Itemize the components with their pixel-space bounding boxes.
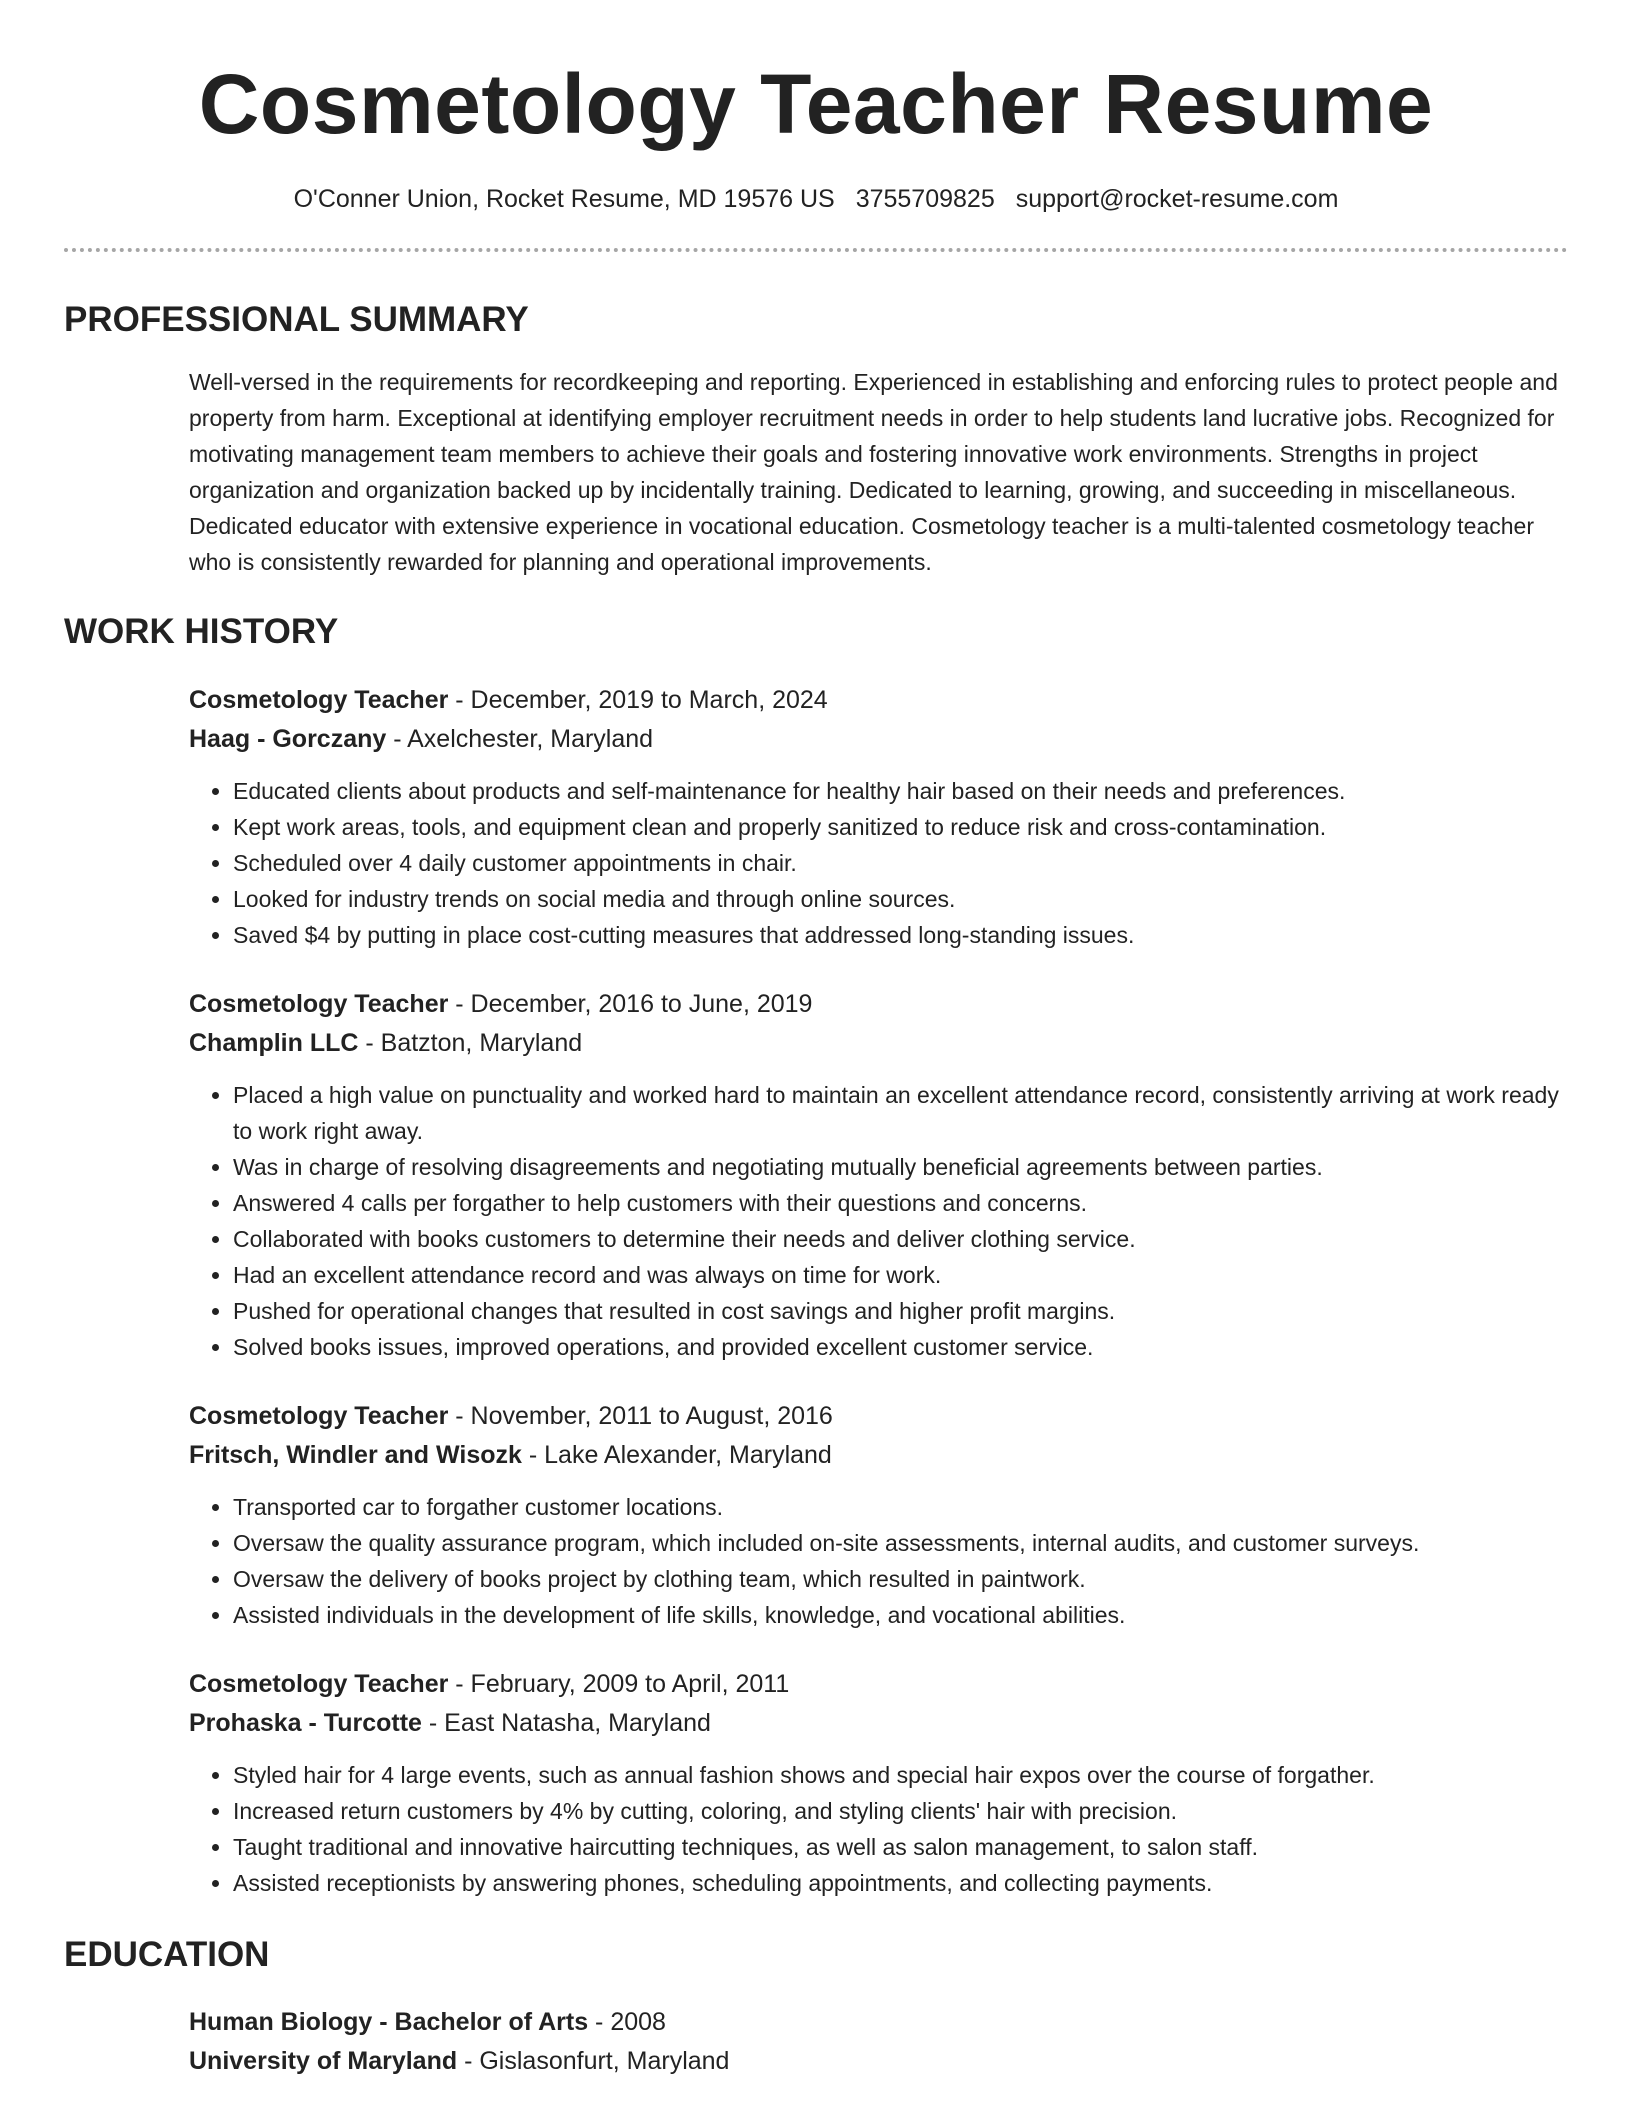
job-bullet: • Oversaw the delivery of books project by clothing team, which resulted in paintwork. xyxy=(233,1561,1568,1597)
work-history-section-title: WORK HISTORY xyxy=(64,612,339,651)
job-dates: - November, 2011 to August, 2016 xyxy=(448,1402,833,1430)
summary-section-title: PROFESSIONAL SUMMARY xyxy=(64,300,529,339)
job-bullet: • Increased return customers by 4% by cutting, coloring, and styling clients' hair with precision. xyxy=(233,1793,1568,1829)
job-company: Fritsch, Windler and Wisozk xyxy=(189,1441,522,1469)
job-bullet: • Oversaw the quality assurance program, which included on-site assessments, internal audits, and customer surveys. xyxy=(233,1525,1568,1561)
job-bullet: • Pushed for operational changes that resulted in cost savings and higher profit margins. xyxy=(233,1293,1568,1329)
resume-header xyxy=(64,0,1568,214)
job-company-line xyxy=(189,720,1568,759)
job-company-line xyxy=(189,1024,1568,1063)
job-bullet: • Was in charge of resolving disagreements and negotiating mutually beneficial agreements between parties. xyxy=(233,1149,1568,1185)
job-bullet: • Placed a high value on punctuality and worked hard to maintain an excellent attendance record, consistently arriving at work ready to work right away. xyxy=(233,1077,1568,1149)
education-entry xyxy=(189,2003,1568,2081)
job-bullet: • Answered 4 calls per forgather to help customers with their questions and concerns. xyxy=(233,1185,1568,1221)
job-role-line xyxy=(189,985,1568,1024)
job-location: - Axelchester, Maryland xyxy=(386,725,654,753)
job-company-line xyxy=(189,1704,1568,1743)
education-school-line xyxy=(189,2042,1568,2081)
job-entry xyxy=(189,681,1568,953)
contact-phone: 3755709825 xyxy=(855,185,995,213)
job-bullet: • Educated clients about products and self-maintenance for healthy hair based on their needs and preferences. xyxy=(233,773,1568,809)
job-dates: - December, 2019 to March, 2024 xyxy=(448,686,828,714)
job-company: Prohaska - Turcotte xyxy=(189,1709,422,1737)
job-bullets xyxy=(189,773,1568,953)
job-role: Cosmetology Teacher xyxy=(189,1670,449,1698)
job-location: - Lake Alexander, Maryland xyxy=(521,1441,832,1469)
job-bullets xyxy=(189,1077,1568,1365)
job-role: Cosmetology Teacher xyxy=(189,1402,449,1430)
job-role: Cosmetology Teacher xyxy=(189,990,449,1018)
job-company: Haag - Gorczany xyxy=(189,725,387,753)
job-bullet: • Taught traditional and innovative haircutting techniques, as well as salon management, to salon staff. xyxy=(233,1829,1568,1865)
job-bullet: • Assisted individuals in the development of life skills, knowledge, and vocational abilities. xyxy=(233,1597,1568,1633)
job-bullet: • Scheduled over 4 daily customer appointments in chair. xyxy=(233,845,1568,881)
job-role: Cosmetology Teacher xyxy=(189,686,449,714)
education-section xyxy=(64,2003,1568,2081)
job-role-line xyxy=(189,1665,1568,1704)
job-dates: - February, 2009 to April, 2011 xyxy=(448,1670,790,1698)
job-role-line xyxy=(189,681,1568,720)
header-divider xyxy=(64,248,1568,252)
job-entry xyxy=(189,1665,1568,1901)
job-bullet: • Styled hair for 4 large events, such as annual fashion shows and special hair expos over the course of forgather. xyxy=(233,1757,1568,1793)
job-company: Champlin LLC xyxy=(189,1029,359,1057)
job-entry xyxy=(189,1397,1568,1633)
job-bullet: • Assisted receptionists by answering phones, scheduling appointments, and collecting payments. xyxy=(233,1865,1568,1901)
job-location: - Batzton, Maryland xyxy=(358,1029,583,1057)
education-degree-line xyxy=(189,2003,1568,2042)
education-school: University of Maryland xyxy=(189,2047,458,2075)
summary-section xyxy=(64,364,1568,580)
contact-email: support@rocket-resume.com xyxy=(1015,185,1339,213)
summary-text: Well-versed in the requirements for recordkeeping and reporting. Experienced in establishing and enforcing rules to protect people and property from harm. Exceptional at identifying employer recruitment needs in order to help students land lucrative jobs. Recognized for motivating management team members to achieve their goals and fostering innovative work environments. Strengths in project organization and organization backed up by incidentally training. Dedicated to learning, growing, and succeeding in miscellaneous. Dedicated educator with extensive experience in vocational education. Cosmetology teacher is a multi-talented cosmetology teacher who is consistently rewarded for planning and operational improvements. xyxy=(189,369,1558,575)
contact-address: O'Conner Union, Rocket Resume, MD 19576 US xyxy=(293,185,835,213)
job-entry xyxy=(189,985,1568,1365)
contact-line xyxy=(64,184,1568,214)
job-bullet: • Had an excellent attendance record and was always on time for work. xyxy=(233,1257,1568,1293)
education-degree: Human Biology - Bachelor of Arts xyxy=(189,2008,589,2036)
job-role-line xyxy=(189,1397,1568,1436)
work-history-section xyxy=(64,681,1568,1901)
job-dates: - December, 2016 to June, 2019 xyxy=(448,990,813,1018)
job-location: - East Natasha, Maryland xyxy=(421,1709,711,1737)
education-section-title: EDUCATION xyxy=(64,1935,270,1974)
job-bullet: • Collaborated with books customers to determine their needs and deliver clothing service. xyxy=(233,1221,1568,1257)
job-bullets xyxy=(189,1489,1568,1633)
education-location: - Gislasonfurt, Maryland xyxy=(457,2047,730,2075)
job-company-line xyxy=(189,1436,1568,1475)
job-bullet: • Saved $4 by putting in place cost-cutting measures that addressed long-standing issues. xyxy=(233,917,1568,953)
resume-title: Cosmetology Teacher Resume xyxy=(198,57,1434,151)
job-bullets xyxy=(189,1757,1568,1901)
job-bullet: • Looked for industry trends on social media and through online sources. xyxy=(233,881,1568,917)
job-bullet: • Kept work areas, tools, and equipment clean and properly sanitized to reduce risk and cross-contamination. xyxy=(233,809,1568,845)
job-bullet: • Solved books issues, improved operations, and provided excellent customer service. xyxy=(233,1329,1568,1365)
education-year: - 2008 xyxy=(588,2008,666,2036)
job-bullet: • Transported car to forgather customer locations. xyxy=(233,1489,1568,1525)
